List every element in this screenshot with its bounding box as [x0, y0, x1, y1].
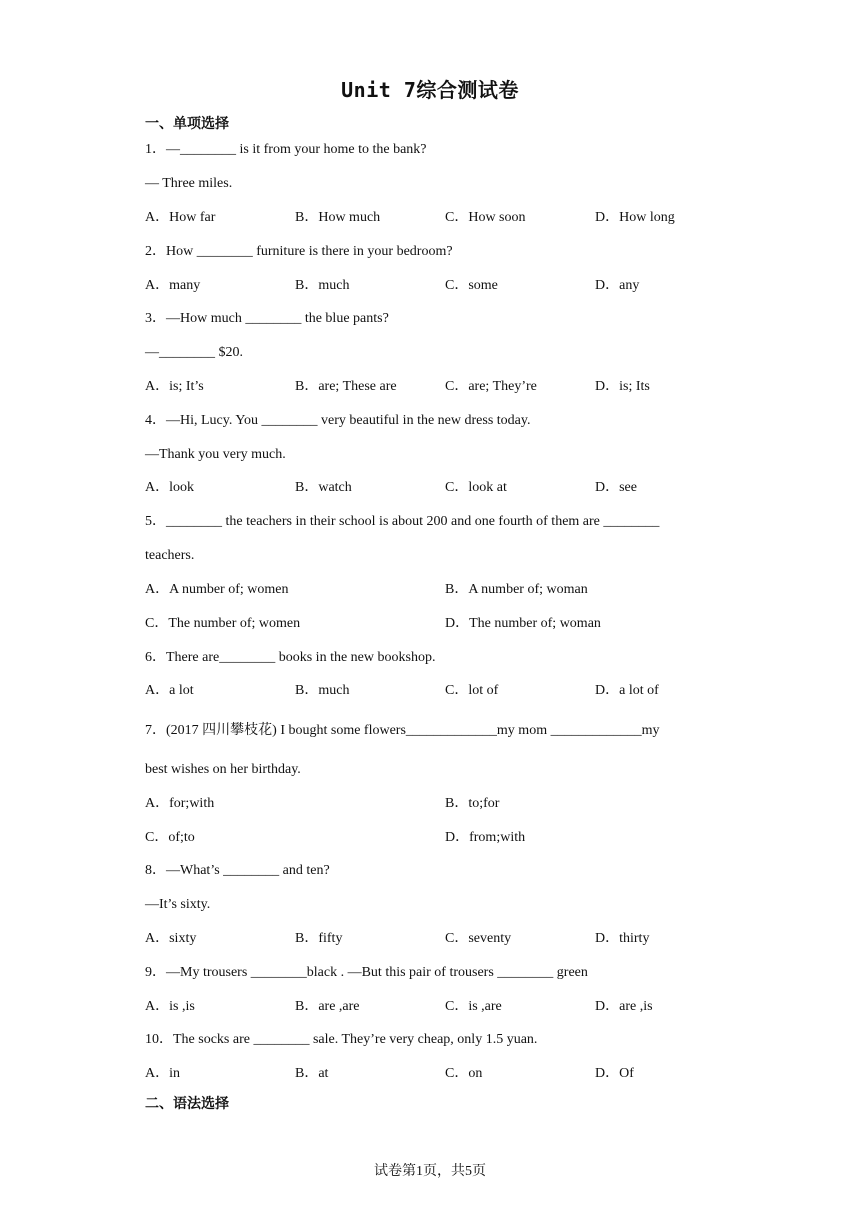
- question-8-reply: —It’s sixty.: [145, 897, 211, 912]
- question-5-option-d[interactable]: D．The number of; woman: [445, 616, 601, 631]
- question-1-reply: — Three miles.: [145, 176, 233, 191]
- question-6-option-b[interactable]: B．much: [295, 683, 350, 698]
- question-6-option-d[interactable]: D．a lot of: [595, 683, 659, 698]
- question-3-option-c[interactable]: C．are; They’re: [445, 379, 537, 394]
- question-4-reply: —Thank you very much.: [145, 447, 286, 462]
- page-footer: 试卷第1页，共5页: [374, 1164, 486, 1179]
- question-10-stem: 10．The socks are ________ sale. They’re very cheap, only 1.5 yuan.: [145, 1032, 538, 1047]
- question-9-stem: 9．—My trousers ________black . —But this pair of trousers ________ green: [145, 965, 588, 980]
- question-7-option-c[interactable]: C．of;to: [145, 830, 195, 845]
- question-5-option-a[interactable]: A．A number of; women: [145, 582, 289, 597]
- section-heading-grammar-choice: 二、语法选择: [145, 1096, 229, 1112]
- question-2-option-c[interactable]: C．some: [445, 278, 498, 293]
- question-7-option-a[interactable]: A．for;with: [145, 796, 215, 811]
- question-2-option-a[interactable]: A．many: [145, 278, 201, 293]
- question-8-stem: 8．—What’s ________ and ten?: [145, 863, 330, 878]
- question-10-option-a[interactable]: A．in: [145, 1066, 180, 1081]
- question-8-option-d[interactable]: D．thirty: [595, 931, 650, 946]
- question-3-stem: 3．—How much ________ the blue pants?: [145, 311, 389, 326]
- question-1-option-a[interactable]: A．How far: [145, 210, 216, 225]
- question-7-option-b[interactable]: B．to;for: [445, 796, 500, 811]
- question-4-option-b[interactable]: B．watch: [295, 480, 352, 495]
- question-6-stem: 6．There are________ books in the new bookshop.: [145, 650, 436, 665]
- question-3-reply: —________ $20.: [145, 345, 243, 360]
- question-1-stem: 1．—________ is it from your home to the bank?: [145, 142, 427, 157]
- question-7-option-d[interactable]: D．from;with: [445, 830, 526, 845]
- question-10-option-b[interactable]: B．at: [295, 1066, 329, 1081]
- question-8-option-a[interactable]: A．sixty: [145, 931, 197, 946]
- question-9-option-b[interactable]: B．are ,are: [295, 999, 360, 1014]
- question-6-option-a[interactable]: A．a lot: [145, 683, 194, 698]
- question-9-option-a[interactable]: A．is ,is: [145, 999, 195, 1014]
- question-4-stem: 4．—Hi, Lucy. You ________ very beautiful in the new dress today.: [145, 413, 531, 428]
- question-4-option-c[interactable]: C．look at: [445, 480, 507, 495]
- question-5-stem-continued: teachers.: [145, 548, 195, 563]
- question-4-option-d[interactable]: D．see: [595, 480, 637, 495]
- question-5-option-b[interactable]: B．A number of; woman: [445, 582, 588, 597]
- question-3-option-b[interactable]: B．are; These are: [295, 379, 397, 394]
- question-9-option-d[interactable]: D．are ,is: [595, 999, 653, 1014]
- question-5-stem: 5．________ the teachers in their school is about 200 and one fourth of them are ________: [145, 514, 660, 529]
- question-5-option-c[interactable]: C．The number of; women: [145, 616, 301, 631]
- page-title: Unit 7综合测试卷: [341, 78, 519, 102]
- question-6-option-c[interactable]: C．lot of: [445, 683, 499, 698]
- question-8-option-b[interactable]: B．fifty: [295, 931, 343, 946]
- question-3-option-d[interactable]: D．is; Its: [595, 379, 650, 394]
- question-9-option-c[interactable]: C．is ,are: [445, 999, 502, 1014]
- question-1-option-c[interactable]: C．How soon: [445, 210, 526, 225]
- question-4-option-a[interactable]: A．look: [145, 480, 194, 495]
- question-8-option-c[interactable]: C．seventy: [445, 931, 512, 946]
- question-10-option-d[interactable]: D．Of: [595, 1066, 634, 1081]
- question-2-option-d[interactable]: D．any: [595, 278, 640, 293]
- question-1-option-b[interactable]: B．How much: [295, 210, 381, 225]
- question-1-option-d[interactable]: D．How long: [595, 210, 675, 225]
- question-10-option-c[interactable]: C．on: [445, 1066, 483, 1081]
- question-2-stem: 2．How ________ furniture is there in your bedroom?: [145, 244, 453, 259]
- question-7-stem-continued: best wishes on her birthday.: [145, 762, 301, 777]
- section-heading-single-choice: 一、单项选择: [145, 116, 229, 132]
- question-7-stem: 7．(2017 四川攀枝花) I bought some flowers_____________my mom _____________my: [145, 723, 660, 738]
- question-3-option-a[interactable]: A．is; It’s: [145, 379, 204, 394]
- question-2-option-b[interactable]: B．much: [295, 278, 350, 293]
